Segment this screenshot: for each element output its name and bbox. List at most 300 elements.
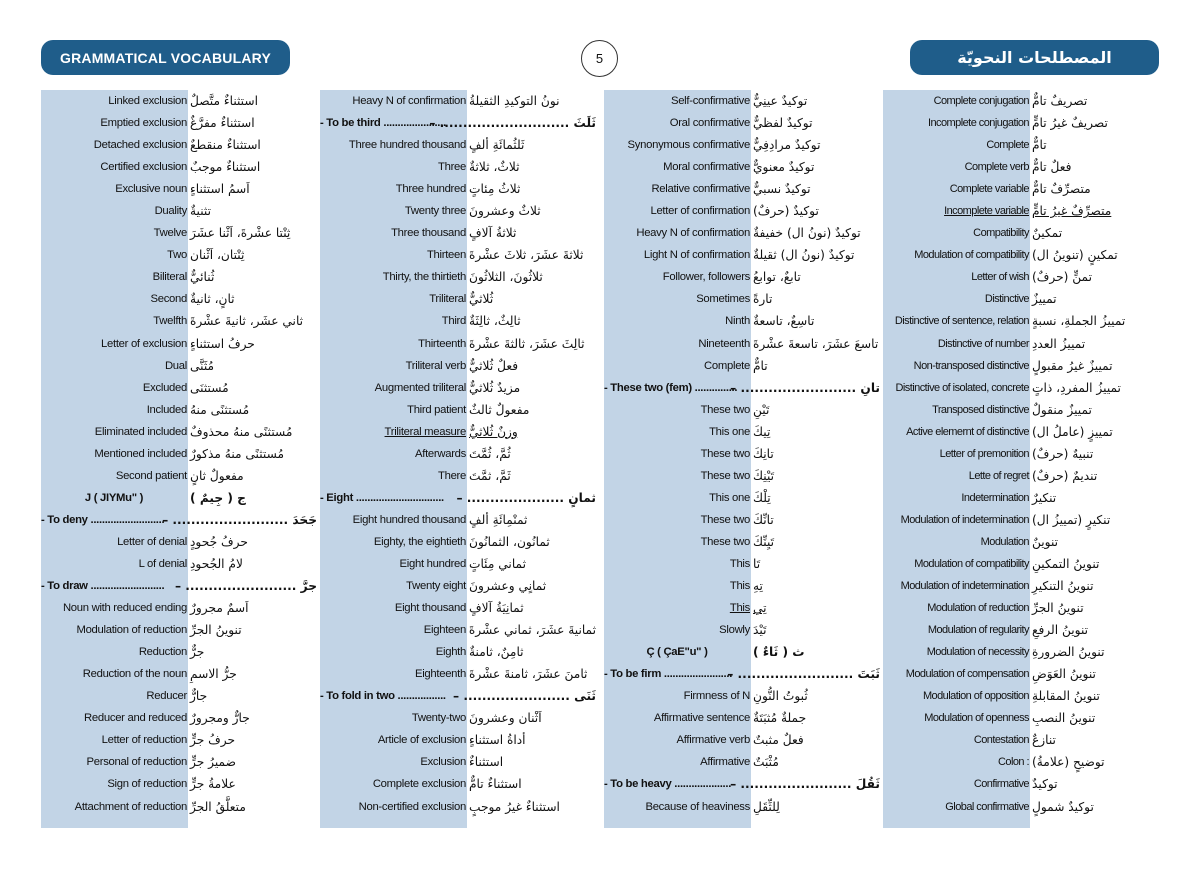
arabic-term: توكيدٌ لفظيٌّ bbox=[753, 116, 813, 131]
vocab-row bbox=[604, 531, 880, 553]
english-term: Second bbox=[150, 293, 187, 306]
arabic-term: مزيدٌ ثُلاثيٌّ bbox=[469, 380, 521, 395]
english-term: Follower, followers bbox=[662, 271, 750, 284]
vocab-row bbox=[604, 333, 880, 355]
english-term: This one bbox=[709, 491, 750, 504]
english-term: Eighteen bbox=[423, 624, 466, 637]
english-term: Attachment of reduction bbox=[74, 800, 187, 813]
english-term: Third patient bbox=[407, 403, 466, 416]
vocab-row bbox=[604, 553, 880, 575]
english-term: Complete verb bbox=[964, 161, 1029, 174]
section-heading-row bbox=[604, 663, 880, 685]
english-term: Three thousand bbox=[391, 227, 466, 240]
arabic-term: تنازعٌ bbox=[1032, 733, 1056, 748]
vocab-row bbox=[883, 288, 1159, 310]
arabic-term: مُستثنًى منهُ مذكورٌ bbox=[190, 446, 284, 461]
english-term: Incomplete conjugation bbox=[927, 117, 1029, 130]
vocab-row bbox=[41, 156, 317, 178]
arabic-term: ثماني مِئَاتٍ bbox=[469, 556, 526, 571]
english-term: Distinctive of sentence, relation bbox=[894, 315, 1029, 328]
arabic-term: استثناءٌ غيرُ موجبٍ bbox=[469, 799, 560, 814]
arabic-term: جَحَدَ ......................... – bbox=[162, 512, 317, 527]
section-heading-row bbox=[41, 487, 317, 509]
page-number: 5 bbox=[595, 51, 604, 66]
english-term: Sometimes bbox=[696, 293, 750, 306]
english-term: Modulation of necessity bbox=[926, 646, 1029, 659]
vocab-row bbox=[41, 244, 317, 266]
english-term: Included bbox=[146, 403, 187, 416]
vocab-row bbox=[883, 355, 1159, 377]
english-term: Heavy N of confirmation bbox=[352, 95, 466, 107]
arabic-term: فعلٌ مثبتٌ bbox=[753, 733, 804, 748]
vocab-row bbox=[883, 200, 1159, 222]
arabic-term: توكيدٌ مرادِفِيٌّ bbox=[753, 138, 821, 153]
english-term: Detached exclusion bbox=[93, 139, 187, 152]
arabic-term: ثُنائيٌّ bbox=[190, 270, 215, 285]
arabic-term: مفعولٌ ثانٍ bbox=[190, 468, 244, 483]
arabic-term: تنوينُ الرفعِ bbox=[1032, 623, 1089, 638]
arabic-term: تمييزُ الجملةِ، نسبةٍ bbox=[1032, 314, 1126, 329]
vocabulary-column-3 bbox=[604, 90, 880, 828]
vocab-row bbox=[41, 597, 317, 619]
arabic-term: تامٌّ bbox=[1032, 138, 1047, 153]
english-term: Modulation of openness bbox=[924, 712, 1029, 725]
english-term: Triliteral measure bbox=[384, 425, 466, 438]
arabic-term: تاسعَ عشَرَ، تاسعةَ عشْرةَ bbox=[753, 336, 879, 351]
arabic-term: اَسمُ استثناءٍ bbox=[190, 182, 250, 197]
english-term: Modulation bbox=[980, 535, 1029, 548]
english-term: Affirmative bbox=[700, 756, 750, 769]
english-term: Three hundred bbox=[395, 183, 466, 196]
vocab-row bbox=[41, 222, 317, 244]
english-term: Letter of denial bbox=[117, 535, 187, 548]
english-term: - These two (fem) ............... bbox=[604, 381, 738, 394]
english-term: Letter of exclusion bbox=[101, 337, 187, 350]
vocab-row bbox=[41, 619, 317, 641]
arabic-term: ثمانٍي وعشرونَ bbox=[469, 579, 547, 594]
arabic-term: ثَنَى ....................... – bbox=[453, 689, 596, 704]
arabic-term: توكيدٌ (حرفٌ) bbox=[753, 204, 819, 219]
arabic-term: ثِنْتا عشْرةَ، اَثْنا عشَرَ bbox=[190, 226, 291, 241]
section-heading-row bbox=[604, 773, 880, 795]
english-term: Slowly bbox=[719, 624, 750, 637]
english-term: Non-transposed distinctive bbox=[913, 359, 1029, 372]
arabic-term: توضيحٍ (علامةُ) bbox=[1032, 755, 1105, 770]
arabic-term: اَسمٌ مجرورٌ bbox=[190, 601, 249, 616]
english-term: These two bbox=[700, 447, 750, 460]
english-term: Twenty three bbox=[404, 205, 466, 218]
english-term: - To be firm ........................ bbox=[604, 668, 733, 681]
arabic-term: تنديمٌ (حرفٌ) bbox=[1032, 468, 1098, 483]
vocab-row bbox=[604, 310, 880, 332]
vocab-row bbox=[883, 796, 1159, 818]
english-term: There bbox=[437, 469, 466, 482]
vocab-row bbox=[883, 619, 1159, 641]
vocab-row bbox=[604, 355, 880, 377]
arabic-term: جملةٌ مُثبَتَةٌ bbox=[753, 711, 807, 726]
arabic-term: أداةُ استثناءٍ bbox=[469, 733, 526, 748]
vocab-row bbox=[883, 134, 1159, 156]
english-term: Modulation of opposition bbox=[922, 690, 1029, 703]
english-term: Confirmative bbox=[973, 778, 1029, 791]
english-term: This bbox=[729, 602, 750, 615]
vocab-row bbox=[41, 531, 317, 553]
english-term: Letter of premonition bbox=[939, 447, 1029, 460]
arabic-term: مُستثنًى منهُ bbox=[190, 402, 250, 417]
arabic-term: تارةً bbox=[753, 292, 773, 307]
vocab-row bbox=[883, 399, 1159, 421]
english-term: Incomplete variable bbox=[944, 205, 1029, 218]
arabic-term: جرٌّ bbox=[190, 645, 205, 660]
arabic-term: تمييزُ المفردِ، ذاتٍ bbox=[1032, 380, 1121, 395]
vocab-row bbox=[41, 729, 317, 751]
arabic-term: ثمنْمِائَةِ ألفٍ bbox=[469, 512, 528, 527]
arabic-title-banner bbox=[910, 40, 1159, 75]
arabic-term: ثالِثَ عشَرَ، ثالثةَ عشْرةَ bbox=[469, 336, 585, 351]
english-term: Eight thousand bbox=[394, 602, 466, 615]
vocab-row bbox=[320, 641, 596, 663]
vocab-row bbox=[883, 773, 1159, 795]
english-term: Eighth bbox=[435, 646, 466, 659]
vocab-row bbox=[883, 531, 1159, 553]
arabic-term: متصرِّفٌ غيرُ تامٍّ bbox=[1032, 204, 1112, 219]
english-term: Thirteen bbox=[426, 249, 466, 262]
english-term: Linked exclusion bbox=[108, 95, 187, 107]
vocab-row bbox=[41, 685, 317, 707]
vocab-row bbox=[41, 553, 317, 575]
english-term: Certified exclusion bbox=[100, 161, 187, 174]
vocab-row bbox=[883, 266, 1159, 288]
english-term: Afterwards bbox=[415, 447, 466, 460]
arabic-term: توكيدٌ نسبيٌّ bbox=[753, 182, 811, 197]
vocab-row bbox=[883, 421, 1159, 443]
english-term: Modulation of compensation bbox=[905, 668, 1029, 681]
english-term: Complete conjugation bbox=[933, 95, 1029, 107]
arabic-term: تنوينُ التمكينِ bbox=[1032, 556, 1100, 571]
vocab-row bbox=[320, 619, 596, 641]
vocab-row bbox=[320, 355, 596, 377]
vocab-row bbox=[41, 288, 317, 310]
vocab-row bbox=[604, 134, 880, 156]
english-term: Letter of reduction bbox=[101, 734, 187, 747]
arabic-term: تنوينُ الجرِّ bbox=[1032, 601, 1084, 616]
vocab-row bbox=[604, 619, 880, 641]
vocab-row bbox=[604, 597, 880, 619]
vocab-row bbox=[883, 575, 1159, 597]
vocab-row bbox=[320, 134, 596, 156]
vocab-row bbox=[604, 399, 880, 421]
english-term: Exclusion bbox=[420, 756, 466, 769]
page-number-badge bbox=[581, 40, 618, 77]
column-rows bbox=[883, 90, 1159, 818]
vocabulary-column-1 bbox=[41, 90, 317, 828]
english-term: Eliminated included bbox=[94, 425, 187, 438]
vocab-row bbox=[41, 90, 317, 112]
vocab-row bbox=[41, 443, 317, 465]
vocab-row bbox=[320, 90, 596, 112]
arabic-term: ثالِثٌ، ثالِثَةٌ bbox=[469, 314, 521, 329]
vocab-row bbox=[883, 509, 1159, 531]
english-term: Triliteral verb bbox=[405, 359, 466, 372]
english-term: Reduction bbox=[138, 646, 187, 659]
vocab-row bbox=[320, 773, 596, 795]
vocab-row bbox=[883, 663, 1159, 685]
vocab-row bbox=[41, 751, 317, 773]
arabic-term: جرَّ ........................ – bbox=[174, 579, 317, 594]
section-heading-row bbox=[320, 112, 596, 134]
english-term: Compatibility bbox=[973, 227, 1029, 240]
vocab-row bbox=[320, 222, 596, 244]
arabic-term: تمييزٌ bbox=[1032, 292, 1057, 307]
english-term: Relative confirmative bbox=[651, 183, 750, 196]
english-term: These two bbox=[700, 469, 750, 482]
english-term: Distinctive of isolated, concrete bbox=[895, 381, 1029, 394]
arabic-term: تِيكَ bbox=[753, 424, 771, 439]
vocab-row bbox=[320, 200, 596, 222]
english-term: This bbox=[729, 580, 750, 593]
arabic-term: ثمانيةَ عشَرَ، ثماني عشْرةَ bbox=[468, 623, 596, 638]
vocab-row bbox=[883, 641, 1159, 663]
arabic-term: ثاني عشَر، ثانيةَ عشْرةَ bbox=[190, 314, 304, 329]
vocab-row bbox=[604, 685, 880, 707]
vocab-row bbox=[604, 487, 880, 509]
arabic-term: ج ( جِيمٌ ) bbox=[190, 490, 246, 505]
vocabulary-column-2 bbox=[320, 90, 596, 828]
english-term: Complete variable bbox=[949, 183, 1029, 196]
vocab-row bbox=[320, 156, 596, 178]
arabic-term: ثمانُون، الثمانُونَ bbox=[469, 534, 550, 549]
arabic-term: لِلثِّقَلِ bbox=[753, 799, 780, 814]
english-term: Twelve bbox=[153, 227, 187, 240]
english-term: Colon : bbox=[997, 756, 1029, 769]
arabic-term: لامُ الجُحودِ bbox=[190, 556, 243, 571]
english-title-banner bbox=[41, 40, 290, 75]
arabic-term: ثُلاثيٌّ bbox=[469, 292, 494, 307]
english-term: Augmented triliteral bbox=[374, 381, 466, 394]
arabic-term: تِي bbox=[753, 601, 767, 616]
vocab-row bbox=[41, 641, 317, 663]
vocab-row bbox=[41, 310, 317, 332]
arabic-term: تَيْدَ bbox=[753, 623, 767, 638]
arabic-term: تانِ ......................... – bbox=[730, 380, 880, 395]
english-term: Indetermination bbox=[961, 491, 1029, 504]
english-term: Complete bbox=[986, 139, 1029, 152]
arabic-term: حرفُ جُحودٍ bbox=[190, 534, 248, 549]
arabic-term: علامةُ جرٍّ bbox=[190, 777, 236, 792]
arabic-term: تنوينُ الجرِّ bbox=[190, 623, 242, 638]
vocab-row bbox=[41, 663, 317, 685]
section-heading-row bbox=[320, 487, 596, 509]
vocab-row bbox=[320, 509, 596, 531]
english-term: Three hundred thousand bbox=[348, 139, 466, 152]
vocab-row bbox=[604, 421, 880, 443]
vocab-row bbox=[320, 244, 596, 266]
vocab-row bbox=[320, 465, 596, 487]
vocab-row bbox=[604, 200, 880, 222]
english-term: Twelfth bbox=[153, 315, 187, 328]
vocab-row bbox=[883, 112, 1159, 134]
arabic-term: ثامنَ عشَرَ، ثامنةَ عشْرةَ bbox=[469, 667, 588, 682]
vocab-row bbox=[604, 707, 880, 729]
vocab-row bbox=[604, 465, 880, 487]
vocab-row bbox=[604, 288, 880, 310]
arabic-term: جارٌّ ومجرورٌ bbox=[190, 711, 250, 726]
english-term: Noun with reduced ending bbox=[62, 602, 187, 615]
arabic-term: تاسِعٌ، تاسعةٌ bbox=[753, 314, 815, 329]
vocab-row bbox=[320, 178, 596, 200]
vocab-row bbox=[41, 266, 317, 288]
vocab-row bbox=[320, 333, 596, 355]
arabic-term: مُثْبَتٌ bbox=[753, 755, 779, 770]
vocab-row bbox=[604, 509, 880, 531]
arabic-term: مُثَنَّى bbox=[190, 358, 215, 373]
vocab-row bbox=[604, 112, 880, 134]
vocab-row bbox=[604, 575, 880, 597]
arabic-term: تثنيةٌ bbox=[190, 204, 211, 219]
english-term: Sign of reduction bbox=[107, 778, 187, 791]
vocab-row bbox=[604, 156, 880, 178]
vocab-row bbox=[41, 134, 317, 156]
vocab-row bbox=[883, 597, 1159, 619]
english-term: Non-certified exclusion bbox=[358, 800, 466, 813]
vocab-row bbox=[883, 333, 1159, 355]
english-term: - To be heavy .................... bbox=[604, 778, 732, 791]
english-term: Modulation of indetermination bbox=[900, 513, 1029, 526]
vocab-row bbox=[41, 112, 317, 134]
arabic-term: استثناءٌ مفرَّغٌ bbox=[190, 116, 255, 131]
vocab-row bbox=[883, 222, 1159, 244]
arabic-term: مُستثنًى منهُ محذوفٌ bbox=[190, 424, 293, 439]
arabic-term: حرفُ استثناءٍ bbox=[190, 336, 255, 351]
english-term: Eight hundred thousand bbox=[352, 513, 466, 526]
english-term: Letter of confirmation bbox=[650, 205, 750, 218]
vocab-row bbox=[604, 443, 880, 465]
arabic-term: تَا bbox=[753, 556, 761, 571]
arabic-term: توكيدٌ (نونُ ال) خفيفةٌ bbox=[753, 226, 861, 241]
vocab-row bbox=[320, 796, 596, 818]
arabic-term: تانِكَ bbox=[753, 446, 774, 461]
arabic-term: تِهِ bbox=[753, 579, 763, 594]
arabic-term: ثَبَتَ ......................... – bbox=[727, 667, 880, 682]
vocab-row bbox=[604, 266, 880, 288]
english-term: This one bbox=[709, 425, 750, 438]
column-rows bbox=[320, 90, 596, 818]
english-term: These two bbox=[700, 513, 750, 526]
vocab-row bbox=[883, 465, 1159, 487]
english-term: Twenty-two bbox=[411, 712, 466, 725]
arabic-term: استثناءٌ موجبٌ bbox=[190, 160, 261, 175]
arabic-title: المصطلحات النحويّة bbox=[957, 48, 1112, 67]
arabic-term: ثُبوتُ النُّونِ bbox=[753, 689, 808, 704]
vocab-row bbox=[604, 90, 880, 112]
arabic-term: استثناءٌ متَّصلٌ bbox=[190, 94, 258, 108]
english-term: Eighteenth bbox=[414, 668, 466, 681]
english-term: Ninth bbox=[725, 315, 750, 328]
vocab-row bbox=[604, 796, 880, 818]
vocab-row bbox=[320, 377, 596, 399]
english-term: Because of heaviness bbox=[645, 800, 750, 813]
arabic-term: ثانٍ، ثانيةٌ bbox=[190, 292, 235, 307]
vocab-row bbox=[883, 377, 1159, 399]
arabic-term: نونُ التوكيدِ الثقيلةُ bbox=[469, 94, 560, 108]
english-term: Duality bbox=[154, 205, 187, 218]
vocab-row bbox=[604, 244, 880, 266]
arabic-term: توكيدٌ عينِيٌّ bbox=[753, 94, 808, 108]
english-term: Biliteral bbox=[152, 271, 187, 284]
english-term: Excluded bbox=[142, 381, 187, 394]
vocab-row bbox=[604, 222, 880, 244]
english-term: Distinctive of number bbox=[937, 337, 1029, 350]
arabic-term: استثناءٌ bbox=[469, 755, 504, 770]
english-term: Transposed distinctive bbox=[932, 403, 1029, 416]
vocab-row bbox=[883, 90, 1159, 112]
english-term: Twenty eight bbox=[406, 580, 466, 593]
arabic-term: تَيْنِكَ bbox=[753, 468, 775, 483]
vocab-row bbox=[883, 685, 1159, 707]
english-term: Third bbox=[441, 315, 466, 328]
english-term: Modulation of compatibility bbox=[914, 249, 1029, 262]
english-term: These two bbox=[700, 535, 750, 548]
english-term: - To fold in two ................. bbox=[320, 690, 446, 703]
english-term: Reducer bbox=[146, 690, 187, 703]
english-term: Thirty, the thirtieth bbox=[382, 271, 466, 284]
vocab-row bbox=[320, 707, 596, 729]
arabic-term: فعلٌ تامٌّ bbox=[1032, 160, 1072, 175]
arabic-term: ثِنْتان، اَثْنان bbox=[190, 248, 245, 263]
vocab-row bbox=[41, 399, 317, 421]
arabic-term: تانِّكَ bbox=[753, 512, 774, 527]
arabic-term: تصريفٌ تامٌّ bbox=[1032, 94, 1088, 108]
arabic-term: وزنٌ ثُلاثيٌّ bbox=[469, 424, 518, 439]
arabic-term: تنكيرٌ bbox=[1032, 490, 1057, 505]
arabic-term: تمييزٍ (عاملُ ال) bbox=[1032, 424, 1113, 439]
english-term: - Eight ............................... bbox=[320, 491, 444, 504]
arabic-term: ثلاثةَ عشَرَ، ثلاثَ عشْرةَ bbox=[469, 248, 584, 263]
english-term: Complete bbox=[704, 359, 750, 372]
vocab-row bbox=[41, 333, 317, 355]
english-term: Exclusive noun bbox=[115, 183, 187, 196]
arabic-term: ثَلَثَ ............................ – bbox=[429, 116, 596, 131]
arabic-term: مفعولٌ ثالثٌ bbox=[469, 402, 530, 417]
english-term: Eight hundred bbox=[399, 557, 466, 570]
section-heading-row bbox=[604, 641, 880, 663]
english-term: Eighty, the eightieth bbox=[373, 535, 466, 548]
arabic-term: جارٌّ bbox=[190, 689, 208, 704]
vocab-row bbox=[320, 751, 596, 773]
arabic-term: ثَمَّ، ثمَّتَ bbox=[469, 468, 511, 483]
arabic-term: ثلاثُونَ، الثلاثُونَ bbox=[469, 270, 543, 285]
arabic-term: تِلْكَ bbox=[753, 490, 771, 505]
vocab-row bbox=[883, 178, 1159, 200]
arabic-term: تنوينُ النصبِ bbox=[1032, 711, 1096, 726]
arabic-term: تنوينُ التنكيرِ bbox=[1032, 579, 1094, 594]
vocab-row bbox=[883, 553, 1159, 575]
arabic-term: توكيدٌ bbox=[1032, 777, 1058, 792]
arabic-term: ثَقُلَ ........................ – bbox=[730, 777, 880, 792]
arabic-term: تمكينٍ (تنوينُ ال) bbox=[1032, 248, 1118, 263]
english-term: Mentioned included bbox=[94, 447, 187, 460]
vocab-row bbox=[41, 377, 317, 399]
vocab-row bbox=[883, 443, 1159, 465]
arabic-term: تمييزٌ منقولٌ bbox=[1032, 402, 1092, 417]
arabic-term: تمنٍّ (حرفٌ) bbox=[1032, 270, 1092, 285]
arabic-term: متعلَّقُ الجرِّ bbox=[190, 799, 246, 814]
english-term: Nineteenth bbox=[698, 337, 750, 350]
english-title: GRAMMATICAL VOCABULARY bbox=[59, 49, 272, 66]
vocab-row bbox=[883, 244, 1159, 266]
vocab-row bbox=[883, 310, 1159, 332]
english-term: Dual bbox=[164, 359, 187, 372]
